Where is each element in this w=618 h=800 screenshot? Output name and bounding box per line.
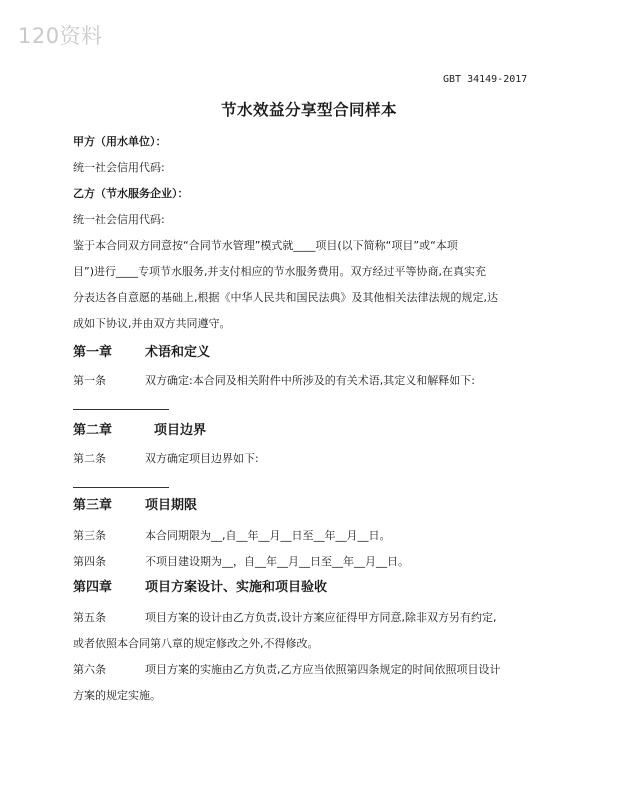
chapter-title: 术语和定义 [145,345,211,360]
article-number: 第一条 [73,374,106,387]
chapter-number: 第三章 [73,498,113,513]
article-number: 第三条 [73,529,106,542]
party-b-label: 乙方（节水服务企业）： [73,187,189,200]
article-2 [73,452,259,466]
article-number: 第五条 [73,611,106,624]
chapter-number: 第二章 [73,423,113,438]
chapter-3-heading [73,498,197,514]
preamble-line-3: 分表达各自意愿的基础上,根据《中华人民共和国民法典》及其他相关法律法规的规定,达 [73,291,498,304]
preamble-line-4: 成如下协议,并由双方共同遵守。 [73,317,231,330]
chapter-title: 项目边界 [145,423,207,438]
preamble-line-1: 鉴于本合同双方同意按“合同节水管理”模式就____项目(以下简称“项目”或“本项 [73,239,458,252]
article-text: 项目方案的实施由乙方负责,乙方应当依照第四条规定的时间依照项目设计 [145,663,501,676]
chapter-1-heading [73,345,210,361]
chapter-number: 第四章 [73,580,113,595]
article-text: 双方确定项目边界如下: [145,452,259,465]
chapter-4-heading [73,580,327,596]
watermark: 120资料 [18,24,103,48]
party-a-credit-code: 统一社会信用代码: [73,161,165,174]
article-6-continuation: 方案的规定实施。 [73,689,161,702]
article-text: 本合同期限为__,自__年__月__日至__年__月__日。 [145,529,391,542]
party-a-label: 甲方（用水单位）： [73,135,167,148]
fill-in-line [73,409,169,410]
article-6 [73,663,501,677]
article-5 [73,611,497,625]
chapter-title: 项目方案设计、实施和项目验收 [145,580,328,595]
article-number: 第四条 [73,555,106,568]
fill-in-line [73,487,169,488]
article-number: 第二条 [73,452,106,465]
article-text: 不项目建设期为__，自__年__月__日至__年__月__日。 [145,555,409,568]
chapter-2-heading [73,423,206,439]
article-1 [73,374,475,388]
document-title: 节水效益分享型合同样本 [220,101,397,119]
chapter-title: 项目期限 [145,498,198,513]
article-3 [73,529,391,543]
preamble-line-2: 目”)进行____专项节水服务,并支付相应的节水服务费用。双方经过平等协商,在真实充 [73,265,486,278]
party-b-credit-code: 统一社会信用代码: [73,213,165,226]
article-number: 第六条 [73,663,106,676]
standard-code: GBT 34149-2017 [443,74,528,85]
article-5-continuation: 或者依照本合同第八章的规定修改之外,不得修改。 [73,637,319,650]
chapter-number: 第一章 [73,345,113,360]
article-text: 双方确定:本合同及相关附件中所涉及的有关术语,其定义和解释如下: [145,374,475,387]
article-text: 项目方案的设计由乙方负责,设计方案应征得甲方同意,除非双方另有约定, [145,611,497,624]
article-4 [73,555,409,569]
